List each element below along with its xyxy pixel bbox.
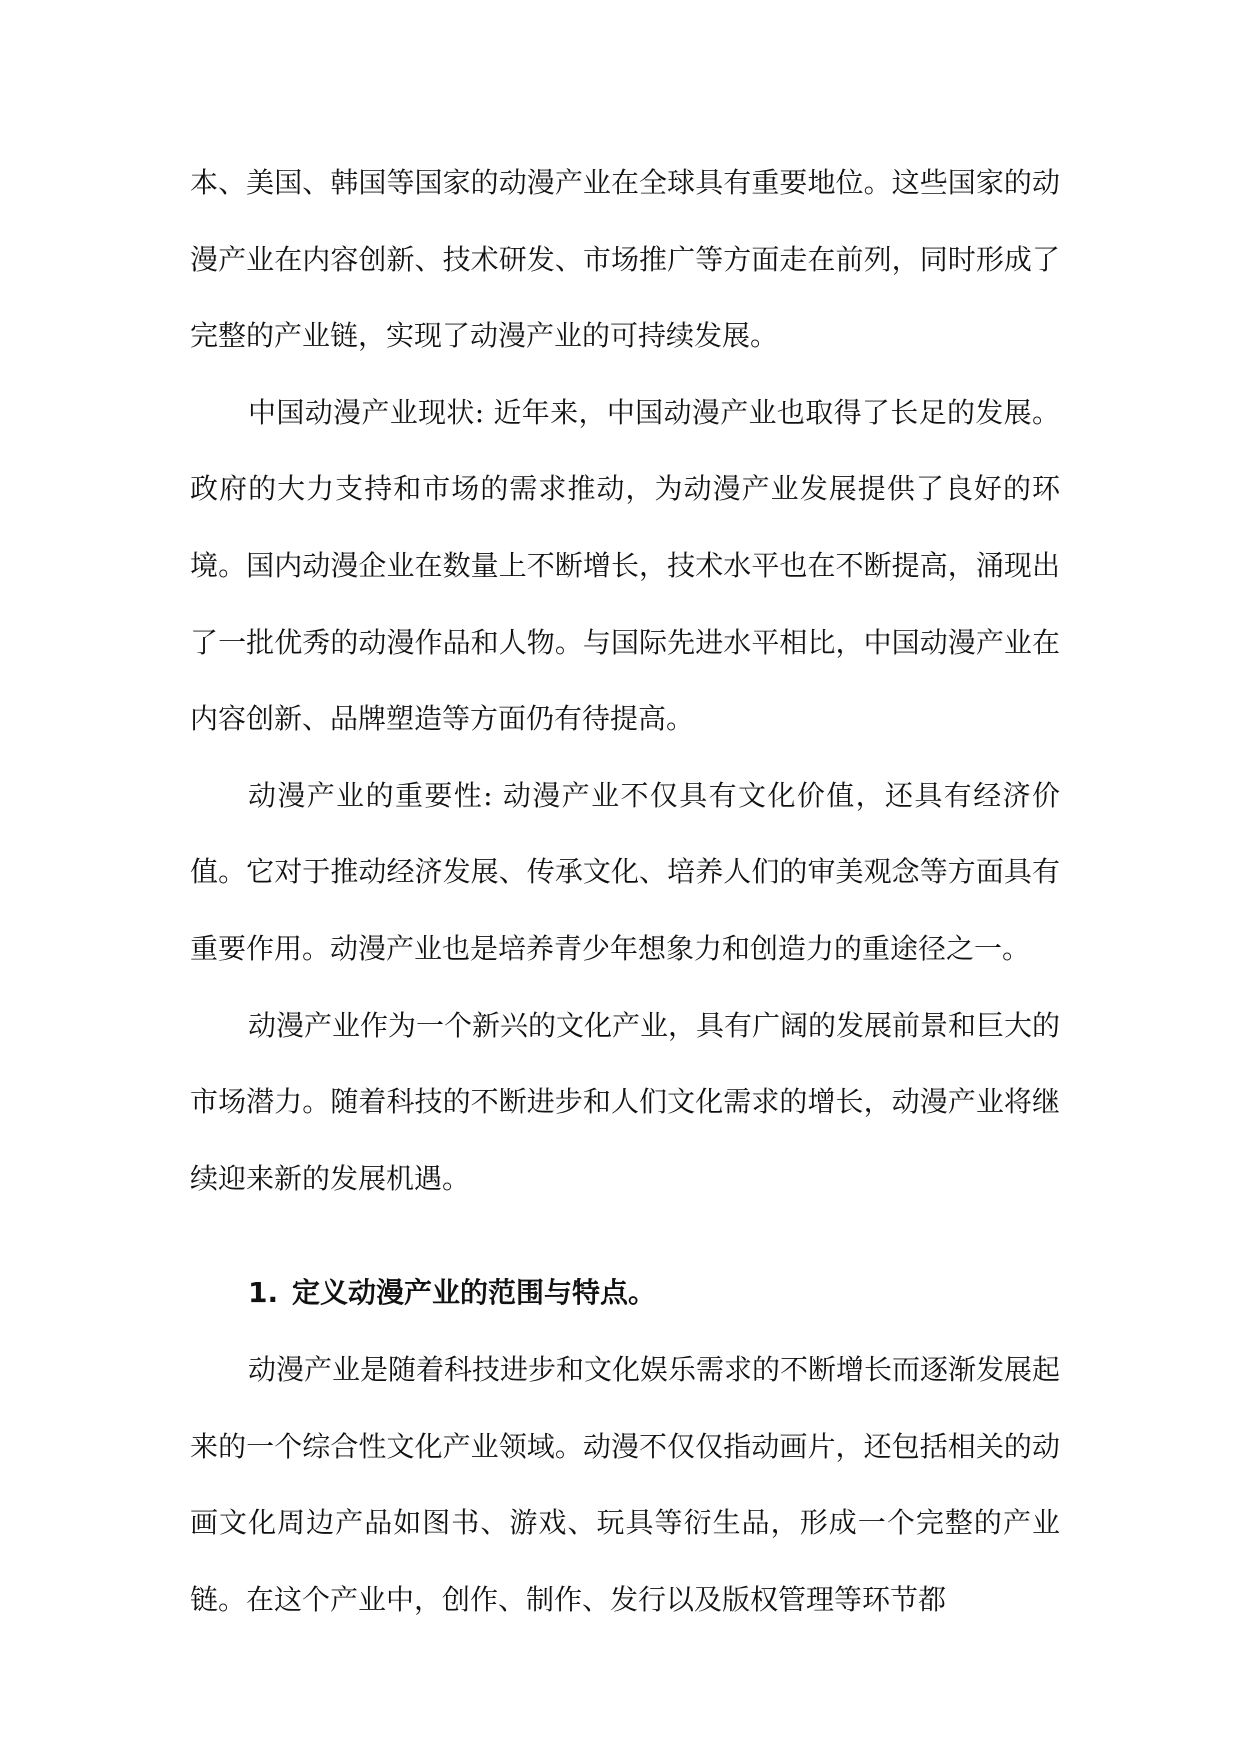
paragraph-outlook: 动漫产业作为一个新兴的文化产业，具有广阔的发展前景和巨大的市场潜力。随着科技的不断进步和人们文化需求的增长，动漫产业将继续迎来新的发展机遇。 bbox=[190, 1008, 1061, 1195]
paragraph-china-status: 中国动漫产业现状: 近年来，中国动漫产业也取得了长足的发展。政府的大力支持和市场的需求推动，为动漫产业发展提供了良好的环境。国内动漫企业在数量上不断增长，技术水平也在不断提高，涌现出了一批优秀的动漫作品和人物。与国际先进水平相比，中国动漫产业在内容创新、品牌塑造等方面仍有待提高。 bbox=[190, 395, 1060, 736]
section-heading bbox=[190, 1255, 1060, 1332]
paragraph-importance: 动漫产业的重要性: 动漫产业不仅具有文化价值，还具有经济价值。它对于推动经济发展、传承文化、培养人们的审美观念等方面具有重要作用。动漫产业也是培养青少年想象力和创造力的重途径之一。 bbox=[190, 778, 1060, 965]
paragraph-international-status: 本、美国、韩国等国家的动漫产业在全球具有重要地位。这些国家的动漫产业在内容创新、技术研发、市场推广等方面走在前列，同时形成了完整的产业链，实现了动漫产业的可持续发展。 bbox=[190, 166, 1060, 353]
paragraph-definition: 动漫产业是随着科技进步和文化娱乐需求的不断增长而逐渐发展起来的一个综合性文化产业领域。动漫不仅仅指动画片，还包括相关的动画文化周边产品如图书、游戏、玩具等衍生品，形成一个完整的产业链。在这个产业中，创作、制作、发行以及版权管理等环节都 bbox=[190, 1352, 1061, 1616]
section-title: 定义动漫产业的范围与特点。 bbox=[292, 1276, 657, 1310]
document-body bbox=[190, 145, 1060, 1638]
section-number: 1. bbox=[248, 1276, 279, 1310]
